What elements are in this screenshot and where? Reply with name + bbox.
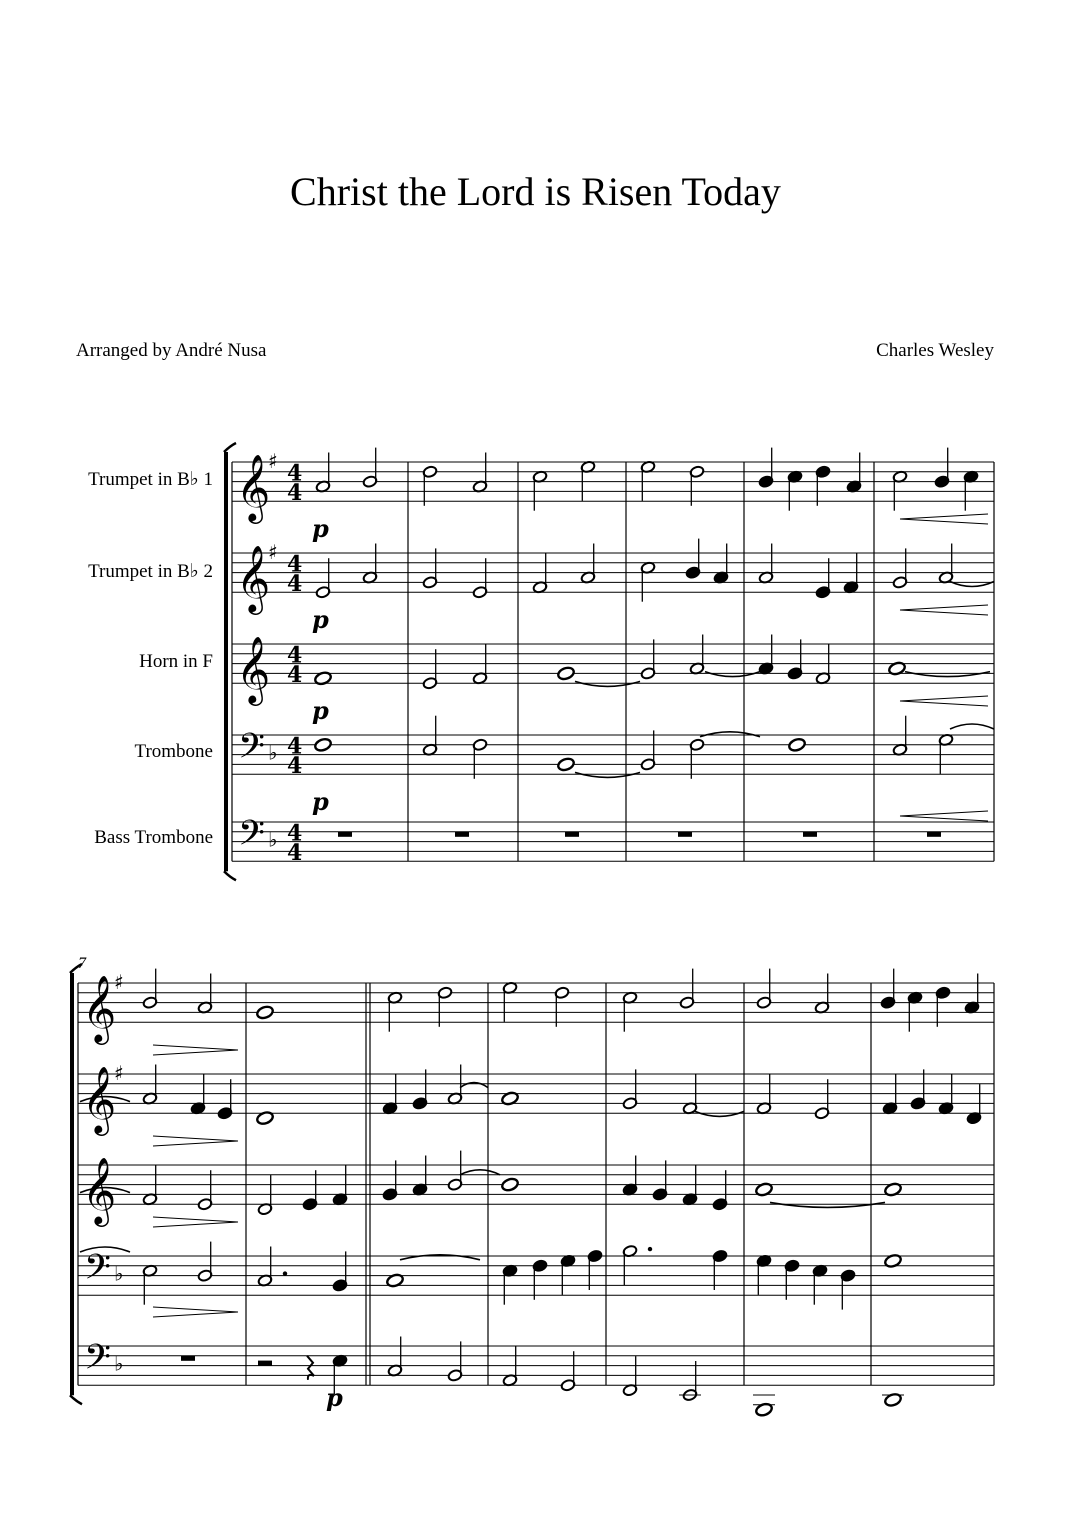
whole-rest: [927, 832, 941, 837]
whole-rest: [678, 832, 692, 837]
note-head: [557, 757, 576, 772]
bass-clef: 𝄢: [238, 725, 266, 775]
key-sharp: ♯: [114, 970, 124, 994]
hairpin: [153, 1312, 238, 1317]
dynamic-marking: p: [312, 696, 329, 725]
key-flat: ♭: [114, 1261, 124, 1286]
dynamic-marking: p: [312, 787, 329, 816]
note-head: [557, 666, 576, 681]
instrument-label-trombone: Trombone: [134, 741, 213, 762]
key-flat: ♭: [268, 827, 278, 852]
tie: [575, 772, 640, 777]
augmentation-dot: [283, 1271, 287, 1275]
hairpin: [900, 811, 988, 816]
time-signature-bottom: 4: [287, 753, 303, 780]
instrument-label-trumpet-2: Trumpet in B♭ 2: [88, 561, 213, 582]
key-flat: ♭: [114, 1351, 124, 1376]
key-sharp: ♯: [114, 1061, 124, 1085]
hairpin: [900, 701, 988, 706]
treble-clef: 𝄞: [82, 1156, 117, 1225]
bass-clef: 𝄢: [84, 1246, 112, 1296]
key-sharp: ♯: [268, 449, 278, 473]
dynamic-marking: p: [326, 1383, 343, 1412]
instrument-label-trumpet-1: Trumpet in B♭ 1: [88, 469, 213, 490]
hairpin: [153, 1136, 238, 1141]
hairpin: [900, 519, 988, 524]
tie: [950, 724, 994, 729]
tie: [905, 672, 990, 677]
time-signature-top: 4: [287, 460, 303, 487]
tie: [770, 1202, 885, 1207]
tie: [460, 1170, 500, 1175]
system-bracket: [224, 443, 236, 452]
arranger-credit: Arranged by André Nusa: [76, 340, 267, 361]
time-signature-bottom: 4: [287, 480, 303, 507]
augmentation-dot: [648, 1247, 652, 1251]
hairpin: [153, 1141, 238, 1146]
hairpin: [900, 605, 988, 610]
key-sharp: ♯: [268, 540, 278, 564]
treble-clef: 𝄞: [236, 635, 271, 704]
tie: [575, 681, 640, 686]
time-signature-top: 4: [287, 733, 303, 760]
whole-rest: [181, 1356, 195, 1361]
instrument-label-horn: Horn in F: [139, 651, 213, 672]
tie: [700, 732, 760, 737]
quarter-rest: [307, 1356, 314, 1380]
measure-number: 7: [78, 955, 86, 972]
time-signature-top: 4: [287, 642, 303, 669]
whole-rest: [803, 832, 817, 837]
hairpin: [900, 610, 988, 615]
treble-clef: 𝄞: [236, 544, 271, 613]
whole-rest: [338, 832, 352, 837]
dynamic-marking: p: [312, 514, 329, 543]
hairpin: [900, 696, 988, 701]
score-title: Christ the Lord is Risen Today: [290, 169, 781, 214]
tie: [705, 672, 760, 677]
system-bracket: [224, 871, 236, 880]
note-head: [256, 1005, 275, 1020]
hairpin: [153, 1217, 238, 1222]
instrument-label-bass-trombone: Bass Trombone: [94, 827, 213, 848]
hairpin: [900, 816, 988, 821]
dynamic-marking: p: [312, 605, 329, 634]
system-bracket: [70, 1395, 82, 1404]
time-signature-bottom: 4: [287, 840, 303, 867]
bass-clef: 𝄢: [238, 812, 266, 862]
bass-clef: 𝄢: [84, 1336, 112, 1386]
whole-rest: [565, 832, 579, 837]
half-rest: [258, 1361, 272, 1366]
time-signature-bottom: 4: [287, 571, 303, 598]
time-signature-top: 4: [287, 551, 303, 578]
note-head: [314, 737, 333, 752]
treble-clef: 𝄞: [82, 974, 117, 1043]
hairpin: [153, 1045, 238, 1050]
hairpin: [153, 1307, 238, 1312]
key-flat: ♭: [268, 740, 278, 765]
whole-rest: [455, 832, 469, 837]
treble-clef: 𝄞: [236, 453, 271, 522]
hairpin: [900, 514, 988, 519]
note-head: [788, 737, 807, 752]
note-head: [501, 1177, 520, 1192]
hairpin: [153, 1222, 238, 1227]
treble-clef: 𝄞: [82, 1065, 117, 1134]
hairpin: [153, 1050, 238, 1055]
time-signature-top: 4: [287, 820, 303, 847]
time-signature-bottom: 4: [287, 662, 303, 689]
tie: [695, 1111, 744, 1116]
composer-credit: Charles Wesley: [876, 340, 994, 361]
